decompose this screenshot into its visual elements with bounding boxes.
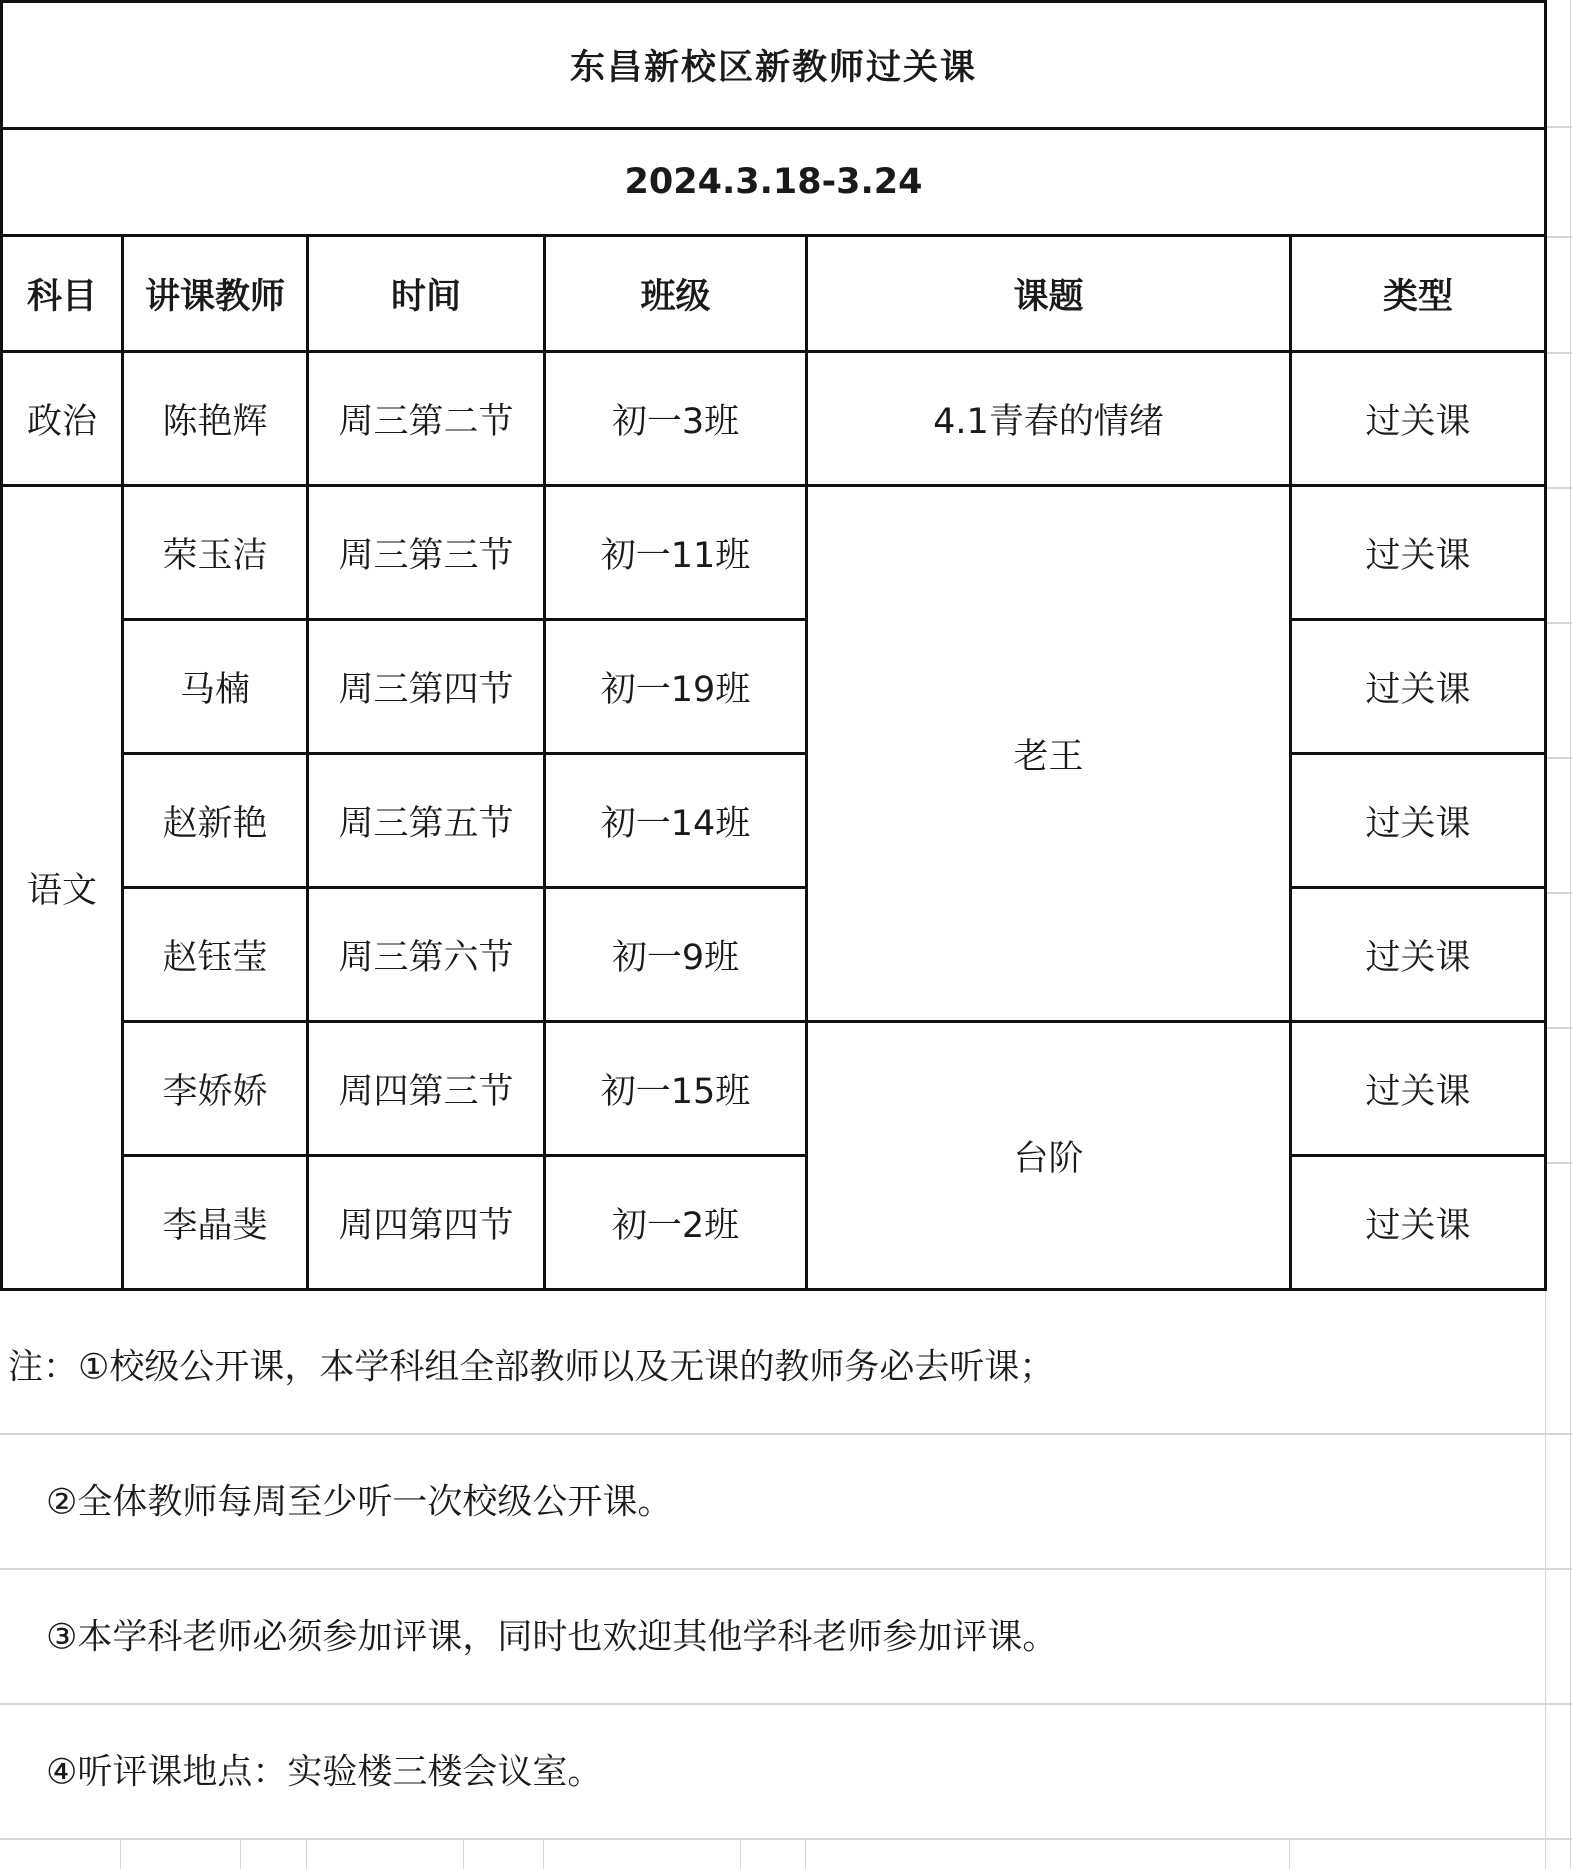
subject-cell[interactable]: 政治 [2,352,123,486]
type-cell[interactable]: 过关课 [1291,352,1546,486]
sheet-gridline [1289,1838,1290,1869]
topic-cell-merged[interactable]: 老王 [807,486,1291,1022]
time-cell[interactable]: 周三第五节 [308,754,545,888]
header-teacher[interactable]: 讲课教师 [123,236,308,352]
teacher-cell[interactable]: 李晶斐 [123,1156,308,1290]
type-cell[interactable]: 过关课 [1291,754,1546,888]
sheet-gridline [120,1838,121,1869]
sheet-gridline [543,1838,544,1869]
sheet-gridline [1545,236,1572,238]
title-row [2,2,1546,129]
header-topic[interactable]: 课题 [807,236,1291,352]
teacher-cell[interactable]: 荣玉洁 [123,486,308,620]
class-cell[interactable]: 初一2班 [545,1156,807,1290]
note-text: ④听评课地点：实验楼三楼会议室。 [46,1752,603,1792]
table-row [2,888,1546,1022]
note-row[interactable] [0,1300,1544,1435]
table-row [2,352,1546,486]
header-time[interactable]: 时间 [308,236,545,352]
class-cell[interactable]: 初一19班 [545,620,807,754]
header-subject[interactable]: 科目 [2,236,123,352]
sheet-gridline [1545,757,1572,759]
sheet-gridline [1545,352,1572,354]
type-cell[interactable]: 过关课 [1291,1022,1546,1156]
note-text: ③本学科老师必须参加评课，同时也欢迎其他学科老师参加评课。 [46,1617,1058,1657]
date-row [2,129,1546,236]
sheet-gridline [1545,622,1572,624]
class-cell[interactable]: 初一15班 [545,1022,807,1156]
class-cell[interactable]: 初一3班 [545,352,807,486]
subject-cell-merged[interactable]: 语文 [2,486,123,1290]
table-row [2,1022,1546,1156]
teacher-cell[interactable]: 赵钰莹 [123,888,308,1022]
note-row[interactable] [0,1570,1544,1705]
note-row[interactable] [0,1705,1544,1840]
sheet-gridline [1545,1162,1572,1164]
table-row [2,1156,1546,1290]
sheet-gridline [1545,1027,1572,1029]
header-type[interactable]: 类型 [1291,236,1546,352]
header-class[interactable]: 班级 [545,236,807,352]
type-cell[interactable]: 过关课 [1291,486,1546,620]
time-cell[interactable]: 周三第三节 [308,486,545,620]
table-header-row [2,236,1546,352]
sheet-gridline [306,1838,307,1869]
class-cell[interactable]: 初一14班 [545,754,807,888]
note-text: ②全体教师每周至少听一次校级公开课。 [46,1482,673,1522]
time-cell[interactable]: 周三第二节 [308,352,545,486]
table-row [2,620,1546,754]
table-row [2,486,1546,620]
class-cell[interactable]: 初一9班 [545,888,807,1022]
class-cell[interactable]: 初一11班 [545,486,807,620]
sheet-gridline [1570,0,1571,1869]
sheet-gridline [1545,126,1572,128]
sheet-gridline [1545,487,1572,489]
sheet-gridline [1545,892,1572,894]
sheet-gridline [740,1838,741,1869]
type-cell[interactable]: 过关课 [1291,1156,1546,1290]
note-text: 注：①校级公开课，本学科组全部教师以及无课的教师务必去听课； [8,1347,1055,1387]
teacher-cell[interactable]: 李娇娇 [123,1022,308,1156]
type-cell[interactable]: 过关课 [1291,620,1546,754]
note-row[interactable] [0,1435,1544,1570]
page-title[interactable]: 东昌新校区新教师过关课 [2,2,1546,129]
sheet-gridline [805,1838,806,1869]
time-cell[interactable]: 周四第四节 [308,1156,545,1290]
sheet-gridline [240,1838,241,1869]
time-cell[interactable]: 周三第六节 [308,888,545,1022]
time-cell[interactable]: 周三第四节 [308,620,545,754]
topic-cell-merged[interactable]: 台阶 [807,1022,1291,1290]
teacher-cell[interactable]: 陈艳辉 [123,352,308,486]
topic-cell[interactable]: 4.1青春的情绪 [807,352,1291,486]
teacher-cell[interactable]: 赵新艳 [123,754,308,888]
type-cell[interactable]: 过关课 [1291,888,1546,1022]
time-cell[interactable]: 周四第三节 [308,1022,545,1156]
table-row [2,754,1546,888]
teacher-cell[interactable]: 马楠 [123,620,308,754]
sheet-gridline [463,1838,464,1869]
date-range[interactable]: 2024.3.18-3.24 [2,129,1546,236]
